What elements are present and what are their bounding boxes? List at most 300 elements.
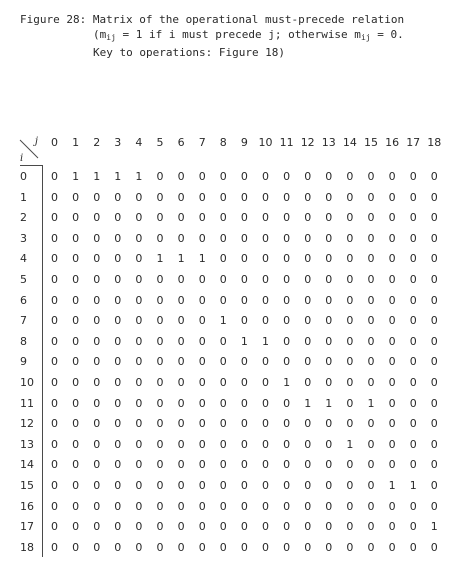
matrix-cell: 0 bbox=[219, 396, 227, 410]
matrix-cell: 0 bbox=[325, 540, 333, 554]
matrix-cell: 0 bbox=[304, 458, 312, 472]
matrix-cell: 0 bbox=[304, 252, 312, 266]
matrix-cell: 0 bbox=[135, 190, 143, 204]
matrix-cell: 0 bbox=[304, 479, 312, 492]
matrix-cell: 0 bbox=[93, 417, 101, 431]
matrix-cell: 0 bbox=[93, 231, 101, 245]
matrix-cell: 0 bbox=[219, 273, 227, 286]
matrix-cell: 0 bbox=[325, 273, 333, 286]
matrix-cell: 1 bbox=[72, 170, 80, 183]
matrix-cell: 0 bbox=[198, 211, 206, 225]
row-label: 3 bbox=[20, 231, 27, 245]
matrix-cell: 0 bbox=[240, 540, 248, 554]
matrix-cell: 0 bbox=[388, 499, 396, 513]
matrix-cell: 0 bbox=[240, 273, 248, 286]
matrix-cell: 0 bbox=[304, 520, 312, 534]
matrix-cell: 0 bbox=[198, 376, 206, 389]
matrix-cell: 0 bbox=[430, 499, 438, 513]
matrix-cell: 0 bbox=[409, 231, 417, 245]
caption-subscript-1: ij bbox=[106, 33, 116, 42]
matrix-cell: 0 bbox=[135, 314, 143, 328]
matrix-cell: 0 bbox=[367, 334, 375, 348]
matrix-cell: 0 bbox=[114, 273, 122, 286]
row-label: 6 bbox=[20, 293, 27, 307]
matrix-cell: 0 bbox=[156, 499, 164, 513]
matrix-cell: 0 bbox=[219, 437, 227, 451]
matrix-cell: 0 bbox=[240, 293, 248, 307]
matrix-row bbox=[0, 438, 450, 458]
matrix-cell: 0 bbox=[219, 170, 227, 183]
matrix-cell: 0 bbox=[219, 540, 227, 554]
matrix-cell: 0 bbox=[367, 437, 375, 451]
row-label: 17 bbox=[20, 520, 34, 534]
matrix-cell: 1 bbox=[409, 479, 417, 492]
matrix-cell: 0 bbox=[156, 417, 164, 431]
matrix-cell: 0 bbox=[283, 334, 291, 348]
matrix-cell: 0 bbox=[135, 376, 143, 389]
matrix-cell: 0 bbox=[346, 314, 354, 328]
matrix-cell: 0 bbox=[367, 479, 375, 492]
matrix-cell: 0 bbox=[219, 479, 227, 492]
matrix-cell: 0 bbox=[114, 540, 122, 554]
matrix-cell: 0 bbox=[409, 355, 417, 369]
matrix-cell: 0 bbox=[367, 520, 375, 534]
caption-line-2-part-b: = 1 if i must precede j; otherwise m bbox=[115, 28, 361, 41]
matrix-cell: 0 bbox=[304, 231, 312, 245]
matrix-cell: 0 bbox=[409, 417, 417, 431]
matrix-cell: 0 bbox=[240, 437, 248, 451]
matrix-cell: 0 bbox=[325, 520, 333, 534]
matrix-cell: 0 bbox=[430, 211, 438, 225]
matrix-cell: 0 bbox=[177, 540, 185, 554]
figure-caption bbox=[20, 12, 404, 60]
matrix-cell: 0 bbox=[219, 334, 227, 348]
matrix-cell: 0 bbox=[367, 273, 375, 286]
matrix-cell: 0 bbox=[198, 314, 206, 328]
matrix-cell: 0 bbox=[240, 479, 248, 492]
matrix-cell: 0 bbox=[114, 520, 122, 534]
matrix-cell: 0 bbox=[72, 458, 80, 472]
matrix-cell: 0 bbox=[156, 396, 164, 410]
matrix-cell: 0 bbox=[93, 355, 101, 369]
column-header: 6 bbox=[177, 136, 185, 149]
matrix-cell: 0 bbox=[283, 479, 291, 492]
matrix-cell: 0 bbox=[135, 540, 143, 554]
matrix-row bbox=[0, 458, 450, 478]
matrix-cell: 1 bbox=[219, 314, 227, 328]
matrix-cell: 0 bbox=[325, 190, 333, 204]
matrix-cell: 0 bbox=[93, 293, 101, 307]
matrix-cell: 0 bbox=[346, 376, 354, 389]
matrix-cell: 0 bbox=[409, 458, 417, 472]
matrix-cell: 0 bbox=[304, 355, 312, 369]
row-label: 7 bbox=[20, 314, 27, 328]
matrix-cell: 0 bbox=[114, 293, 122, 307]
matrix-row bbox=[0, 541, 450, 561]
matrix-cell: 0 bbox=[93, 190, 101, 204]
column-header: 13 bbox=[321, 136, 336, 149]
matrix-cell: 0 bbox=[198, 479, 206, 492]
matrix-cell: 0 bbox=[409, 293, 417, 307]
matrix-cell: 0 bbox=[367, 293, 375, 307]
row-label: 4 bbox=[20, 252, 27, 266]
matrix-cell: 0 bbox=[346, 252, 354, 266]
matrix-cell: 0 bbox=[51, 334, 58, 348]
matrix-cell: 0 bbox=[283, 540, 291, 554]
matrix-cell: 0 bbox=[304, 211, 312, 225]
matrix-row bbox=[0, 294, 450, 314]
matrix-cell: 0 bbox=[93, 458, 101, 472]
matrix-cell: 0 bbox=[346, 231, 354, 245]
row-label: 14 bbox=[20, 458, 34, 472]
matrix-cell: 0 bbox=[325, 417, 333, 431]
matrix-cell: 0 bbox=[156, 231, 164, 245]
matrix-cell: 0 bbox=[430, 231, 438, 245]
matrix-cell: 0 bbox=[388, 540, 396, 554]
matrix-cell: 0 bbox=[93, 396, 101, 410]
matrix-cell: 0 bbox=[367, 376, 375, 389]
matrix-cell: 0 bbox=[346, 417, 354, 431]
matrix-row bbox=[0, 211, 450, 231]
matrix-cell: 0 bbox=[219, 293, 227, 307]
matrix-row bbox=[0, 520, 450, 540]
matrix-cell: 0 bbox=[198, 273, 206, 286]
matrix-cell: 0 bbox=[114, 376, 122, 389]
matrix-cell: 0 bbox=[156, 211, 164, 225]
matrix-cell: 0 bbox=[283, 417, 291, 431]
row-label: 10 bbox=[20, 376, 34, 389]
matrix-cell: 0 bbox=[93, 479, 101, 492]
matrix-cell: 0 bbox=[156, 355, 164, 369]
matrix-cell: 0 bbox=[72, 396, 80, 410]
matrix-cell: 0 bbox=[219, 417, 227, 431]
matrix-row bbox=[0, 376, 450, 396]
matrix-cell: 0 bbox=[388, 190, 396, 204]
matrix-cell: 0 bbox=[240, 458, 248, 472]
column-index-label: j bbox=[34, 136, 38, 147]
matrix-cell: 0 bbox=[409, 499, 417, 513]
matrix-cell: 0 bbox=[304, 334, 312, 348]
matrix-cell: 0 bbox=[262, 396, 269, 410]
matrix-cell: 0 bbox=[388, 396, 396, 410]
matrix-cell: 0 bbox=[367, 499, 375, 513]
column-header: 5 bbox=[156, 136, 164, 149]
matrix-cell: 0 bbox=[114, 314, 122, 328]
matrix-cell: 0 bbox=[156, 437, 164, 451]
matrix-cell: 0 bbox=[304, 190, 312, 204]
matrix-cell: 0 bbox=[346, 458, 354, 472]
caption-line-2 bbox=[20, 27, 404, 45]
matrix-cell: 0 bbox=[93, 314, 101, 328]
matrix-cell: 0 bbox=[346, 190, 354, 204]
row-label: 5 bbox=[20, 273, 27, 286]
matrix-cell: 0 bbox=[93, 252, 101, 266]
matrix-cell: 0 bbox=[135, 396, 143, 410]
matrix-cell: 1 bbox=[114, 170, 122, 183]
matrix-cell: 0 bbox=[156, 190, 164, 204]
matrix-cell: 0 bbox=[135, 273, 143, 286]
matrix-cell: 0 bbox=[156, 273, 164, 286]
matrix-cell: 0 bbox=[388, 417, 396, 431]
matrix-cell: 0 bbox=[325, 252, 333, 266]
matrix-cell: 1 bbox=[198, 252, 206, 266]
matrix-cell: 0 bbox=[114, 211, 122, 225]
matrix-cell: 0 bbox=[51, 540, 58, 554]
matrix-cell: 0 bbox=[346, 273, 354, 286]
matrix-cell: 0 bbox=[72, 334, 80, 348]
matrix-cell: 0 bbox=[114, 252, 122, 266]
matrix-cell: 0 bbox=[388, 334, 396, 348]
matrix-cell: 0 bbox=[135, 520, 143, 534]
matrix-cell: 0 bbox=[156, 334, 164, 348]
matrix-cell: 0 bbox=[388, 211, 396, 225]
matrix-cell: 0 bbox=[93, 334, 101, 348]
matrix-cell: 0 bbox=[388, 520, 396, 534]
matrix-cell: 1 bbox=[304, 396, 312, 410]
matrix-cell: 0 bbox=[156, 293, 164, 307]
matrix-cell: 0 bbox=[114, 396, 122, 410]
matrix-cell: 0 bbox=[262, 355, 269, 369]
matrix-cell: 0 bbox=[51, 520, 58, 534]
matrix-cell: 0 bbox=[51, 293, 58, 307]
matrix-cell: 0 bbox=[177, 458, 185, 472]
matrix-cell: 0 bbox=[304, 170, 312, 183]
column-header: 1 bbox=[72, 136, 80, 149]
matrix-cell: 0 bbox=[304, 314, 312, 328]
matrix-cell: 0 bbox=[198, 437, 206, 451]
matrix-cell: 0 bbox=[367, 540, 375, 554]
matrix-cell: 0 bbox=[240, 520, 248, 534]
matrix-cell: 0 bbox=[198, 170, 206, 183]
matrix-cell: 0 bbox=[430, 396, 438, 410]
matrix-cell: 0 bbox=[409, 376, 417, 389]
matrix-cell: 0 bbox=[409, 211, 417, 225]
matrix-cell: 0 bbox=[346, 479, 354, 492]
matrix-cell: 0 bbox=[240, 396, 248, 410]
matrix-cell: 0 bbox=[156, 170, 164, 183]
matrix-cell: 0 bbox=[409, 540, 417, 554]
matrix-cell: 0 bbox=[262, 437, 269, 451]
matrix-cell: 0 bbox=[283, 437, 291, 451]
matrix-cell: 0 bbox=[283, 293, 291, 307]
column-header: 7 bbox=[198, 136, 206, 149]
matrix-cell: 0 bbox=[198, 190, 206, 204]
matrix-cell: 0 bbox=[156, 540, 164, 554]
matrix-cell: 0 bbox=[51, 458, 58, 472]
row-label: 1 bbox=[20, 190, 27, 204]
matrix-cell: 0 bbox=[135, 417, 143, 431]
matrix-cell: 0 bbox=[219, 376, 227, 389]
matrix-cell: 0 bbox=[177, 376, 185, 389]
matrix-cell: 0 bbox=[135, 211, 143, 225]
matrix-cell: 0 bbox=[219, 458, 227, 472]
matrix-cell: 0 bbox=[51, 499, 58, 513]
matrix-cell: 0 bbox=[304, 437, 312, 451]
matrix-cell: 1 bbox=[325, 396, 333, 410]
matrix-cell: 0 bbox=[325, 211, 333, 225]
matrix-cell: 0 bbox=[240, 376, 248, 389]
matrix-cell: 0 bbox=[198, 417, 206, 431]
matrix-cell: 0 bbox=[240, 170, 248, 183]
matrix-cell: 0 bbox=[240, 231, 248, 245]
matrix-cell: 0 bbox=[409, 334, 417, 348]
column-header: 12 bbox=[300, 136, 315, 149]
matrix-row bbox=[0, 355, 450, 375]
row-label: 9 bbox=[20, 355, 27, 369]
matrix-cell: 0 bbox=[240, 499, 248, 513]
matrix-cell: 0 bbox=[430, 355, 438, 369]
matrix-cell: 0 bbox=[93, 437, 101, 451]
matrix-cell: 0 bbox=[177, 417, 185, 431]
matrix-cell: 0 bbox=[177, 170, 185, 183]
header-rule bbox=[20, 165, 42, 166]
matrix-cell: 0 bbox=[177, 520, 185, 534]
matrix-cell: 0 bbox=[72, 417, 80, 431]
matrix-cell: 0 bbox=[262, 499, 269, 513]
matrix-cell: 0 bbox=[72, 437, 80, 451]
matrix-cell: 0 bbox=[72, 520, 80, 534]
matrix-cell: 0 bbox=[198, 499, 206, 513]
matrix-cell: 0 bbox=[283, 396, 291, 410]
matrix-cell: 0 bbox=[72, 190, 80, 204]
matrix-cell: 0 bbox=[262, 458, 269, 472]
caption-line-2-part-c: = 0. bbox=[370, 28, 404, 41]
matrix-cell: 0 bbox=[135, 231, 143, 245]
matrix-cell: 0 bbox=[177, 293, 185, 307]
matrix-cell: 0 bbox=[409, 396, 417, 410]
column-header: 18 bbox=[427, 136, 442, 149]
matrix-cell: 0 bbox=[219, 252, 227, 266]
matrix-cell: 0 bbox=[156, 376, 164, 389]
matrix-cell: 0 bbox=[240, 211, 248, 225]
matrix-cell: 0 bbox=[156, 314, 164, 328]
matrix-cell: 0 bbox=[325, 293, 333, 307]
matrix-cell: 0 bbox=[72, 252, 80, 266]
matrix-cell: 0 bbox=[304, 540, 312, 554]
matrix-cell: 0 bbox=[51, 437, 58, 451]
matrix-cell: 0 bbox=[262, 231, 269, 245]
matrix-cell: 0 bbox=[283, 170, 291, 183]
row-label: 2 bbox=[20, 211, 27, 225]
matrix-cell: 0 bbox=[51, 211, 58, 225]
row-label: 11 bbox=[20, 396, 34, 410]
column-header: 17 bbox=[406, 136, 421, 149]
matrix-cell: 1 bbox=[93, 170, 101, 183]
matrix-cell: 0 bbox=[51, 355, 58, 369]
matrix-cell: 0 bbox=[114, 437, 122, 451]
matrix-cell: 0 bbox=[325, 376, 333, 389]
matrix-cell: 0 bbox=[283, 273, 291, 286]
matrix-cell: 0 bbox=[262, 540, 269, 554]
matrix-cell: 0 bbox=[177, 499, 185, 513]
matrix-row bbox=[0, 479, 450, 499]
matrix-cell: 0 bbox=[219, 211, 227, 225]
matrix-cell: 0 bbox=[388, 355, 396, 369]
matrix-cell: 0 bbox=[388, 314, 396, 328]
matrix-cell: 0 bbox=[219, 190, 227, 204]
matrix-cell: 1 bbox=[262, 334, 269, 348]
matrix-cell: 0 bbox=[325, 458, 333, 472]
matrix-cell: 0 bbox=[198, 231, 206, 245]
matrix-cell: 0 bbox=[283, 211, 291, 225]
matrix-cell: 0 bbox=[177, 314, 185, 328]
row-label: 8 bbox=[20, 334, 27, 348]
matrix-cell: 0 bbox=[51, 376, 58, 389]
matrix-cell: 0 bbox=[93, 273, 101, 286]
matrix-cell: 0 bbox=[240, 417, 248, 431]
matrix-cell: 0 bbox=[367, 231, 375, 245]
matrix-cell: 0 bbox=[262, 376, 269, 389]
matrix-cell: 0 bbox=[304, 293, 312, 307]
matrix-cell: 0 bbox=[388, 293, 396, 307]
matrix-cell: 0 bbox=[114, 499, 122, 513]
matrix-cell: 0 bbox=[93, 211, 101, 225]
matrix-cell: 0 bbox=[304, 499, 312, 513]
matrix-cell: 0 bbox=[430, 334, 438, 348]
column-header: 14 bbox=[342, 136, 357, 149]
matrix-cell: 0 bbox=[135, 293, 143, 307]
matrix-cell: 0 bbox=[135, 334, 143, 348]
matrix-cell: 0 bbox=[72, 211, 80, 225]
matrix-row bbox=[0, 232, 450, 252]
matrix-cell: 0 bbox=[283, 499, 291, 513]
matrix-cell: 0 bbox=[72, 355, 80, 369]
column-header: 16 bbox=[385, 136, 400, 149]
matrix-cell: 0 bbox=[114, 190, 122, 204]
matrix-cell: 0 bbox=[430, 437, 438, 451]
matrix-cell: 0 bbox=[177, 190, 185, 204]
matrix-cell: 0 bbox=[198, 520, 206, 534]
matrix-cell: 0 bbox=[262, 273, 269, 286]
matrix-cell: 0 bbox=[93, 499, 101, 513]
matrix-cell: 0 bbox=[51, 479, 58, 492]
column-header: 2 bbox=[93, 136, 101, 149]
matrix-cell: 0 bbox=[346, 499, 354, 513]
column-header: 10 bbox=[258, 136, 273, 149]
matrix-cell: 0 bbox=[51, 273, 58, 286]
matrix-cell: 0 bbox=[135, 437, 143, 451]
matrix-cell: 0 bbox=[388, 437, 396, 451]
matrix-cell: 0 bbox=[430, 314, 438, 328]
matrix-cell: 0 bbox=[262, 211, 269, 225]
matrix-cell: 0 bbox=[262, 170, 269, 183]
matrix-cell: 0 bbox=[388, 231, 396, 245]
matrix-cell: 0 bbox=[325, 499, 333, 513]
caption-line-2-part-a: (m bbox=[93, 28, 107, 41]
matrix-cell: 0 bbox=[177, 231, 185, 245]
matrix-cell: 0 bbox=[262, 479, 269, 492]
column-header: 4 bbox=[135, 136, 143, 149]
row-label: 16 bbox=[20, 499, 34, 513]
matrix-cell: 1 bbox=[156, 252, 164, 266]
matrix-cell: 0 bbox=[262, 293, 269, 307]
matrix-cell: 0 bbox=[72, 293, 80, 307]
matrix-cell: 0 bbox=[430, 293, 438, 307]
matrix-cell: 0 bbox=[367, 314, 375, 328]
caption-line-1: Figure 28: Matrix of the operational must-precede relation bbox=[20, 13, 405, 26]
matrix-cell: 0 bbox=[219, 499, 227, 513]
matrix-cell: 0 bbox=[51, 231, 58, 245]
matrix-cell: 0 bbox=[430, 273, 438, 286]
matrix-cell: 1 bbox=[177, 252, 185, 266]
matrix-cell: 0 bbox=[325, 437, 333, 451]
matrix-cell: 0 bbox=[135, 252, 143, 266]
matrix-cell: 0 bbox=[177, 355, 185, 369]
row-label: 15 bbox=[20, 479, 34, 492]
matrix-cell: 1 bbox=[346, 437, 354, 451]
matrix-cell: 0 bbox=[262, 417, 269, 431]
matrix-row bbox=[0, 191, 450, 211]
